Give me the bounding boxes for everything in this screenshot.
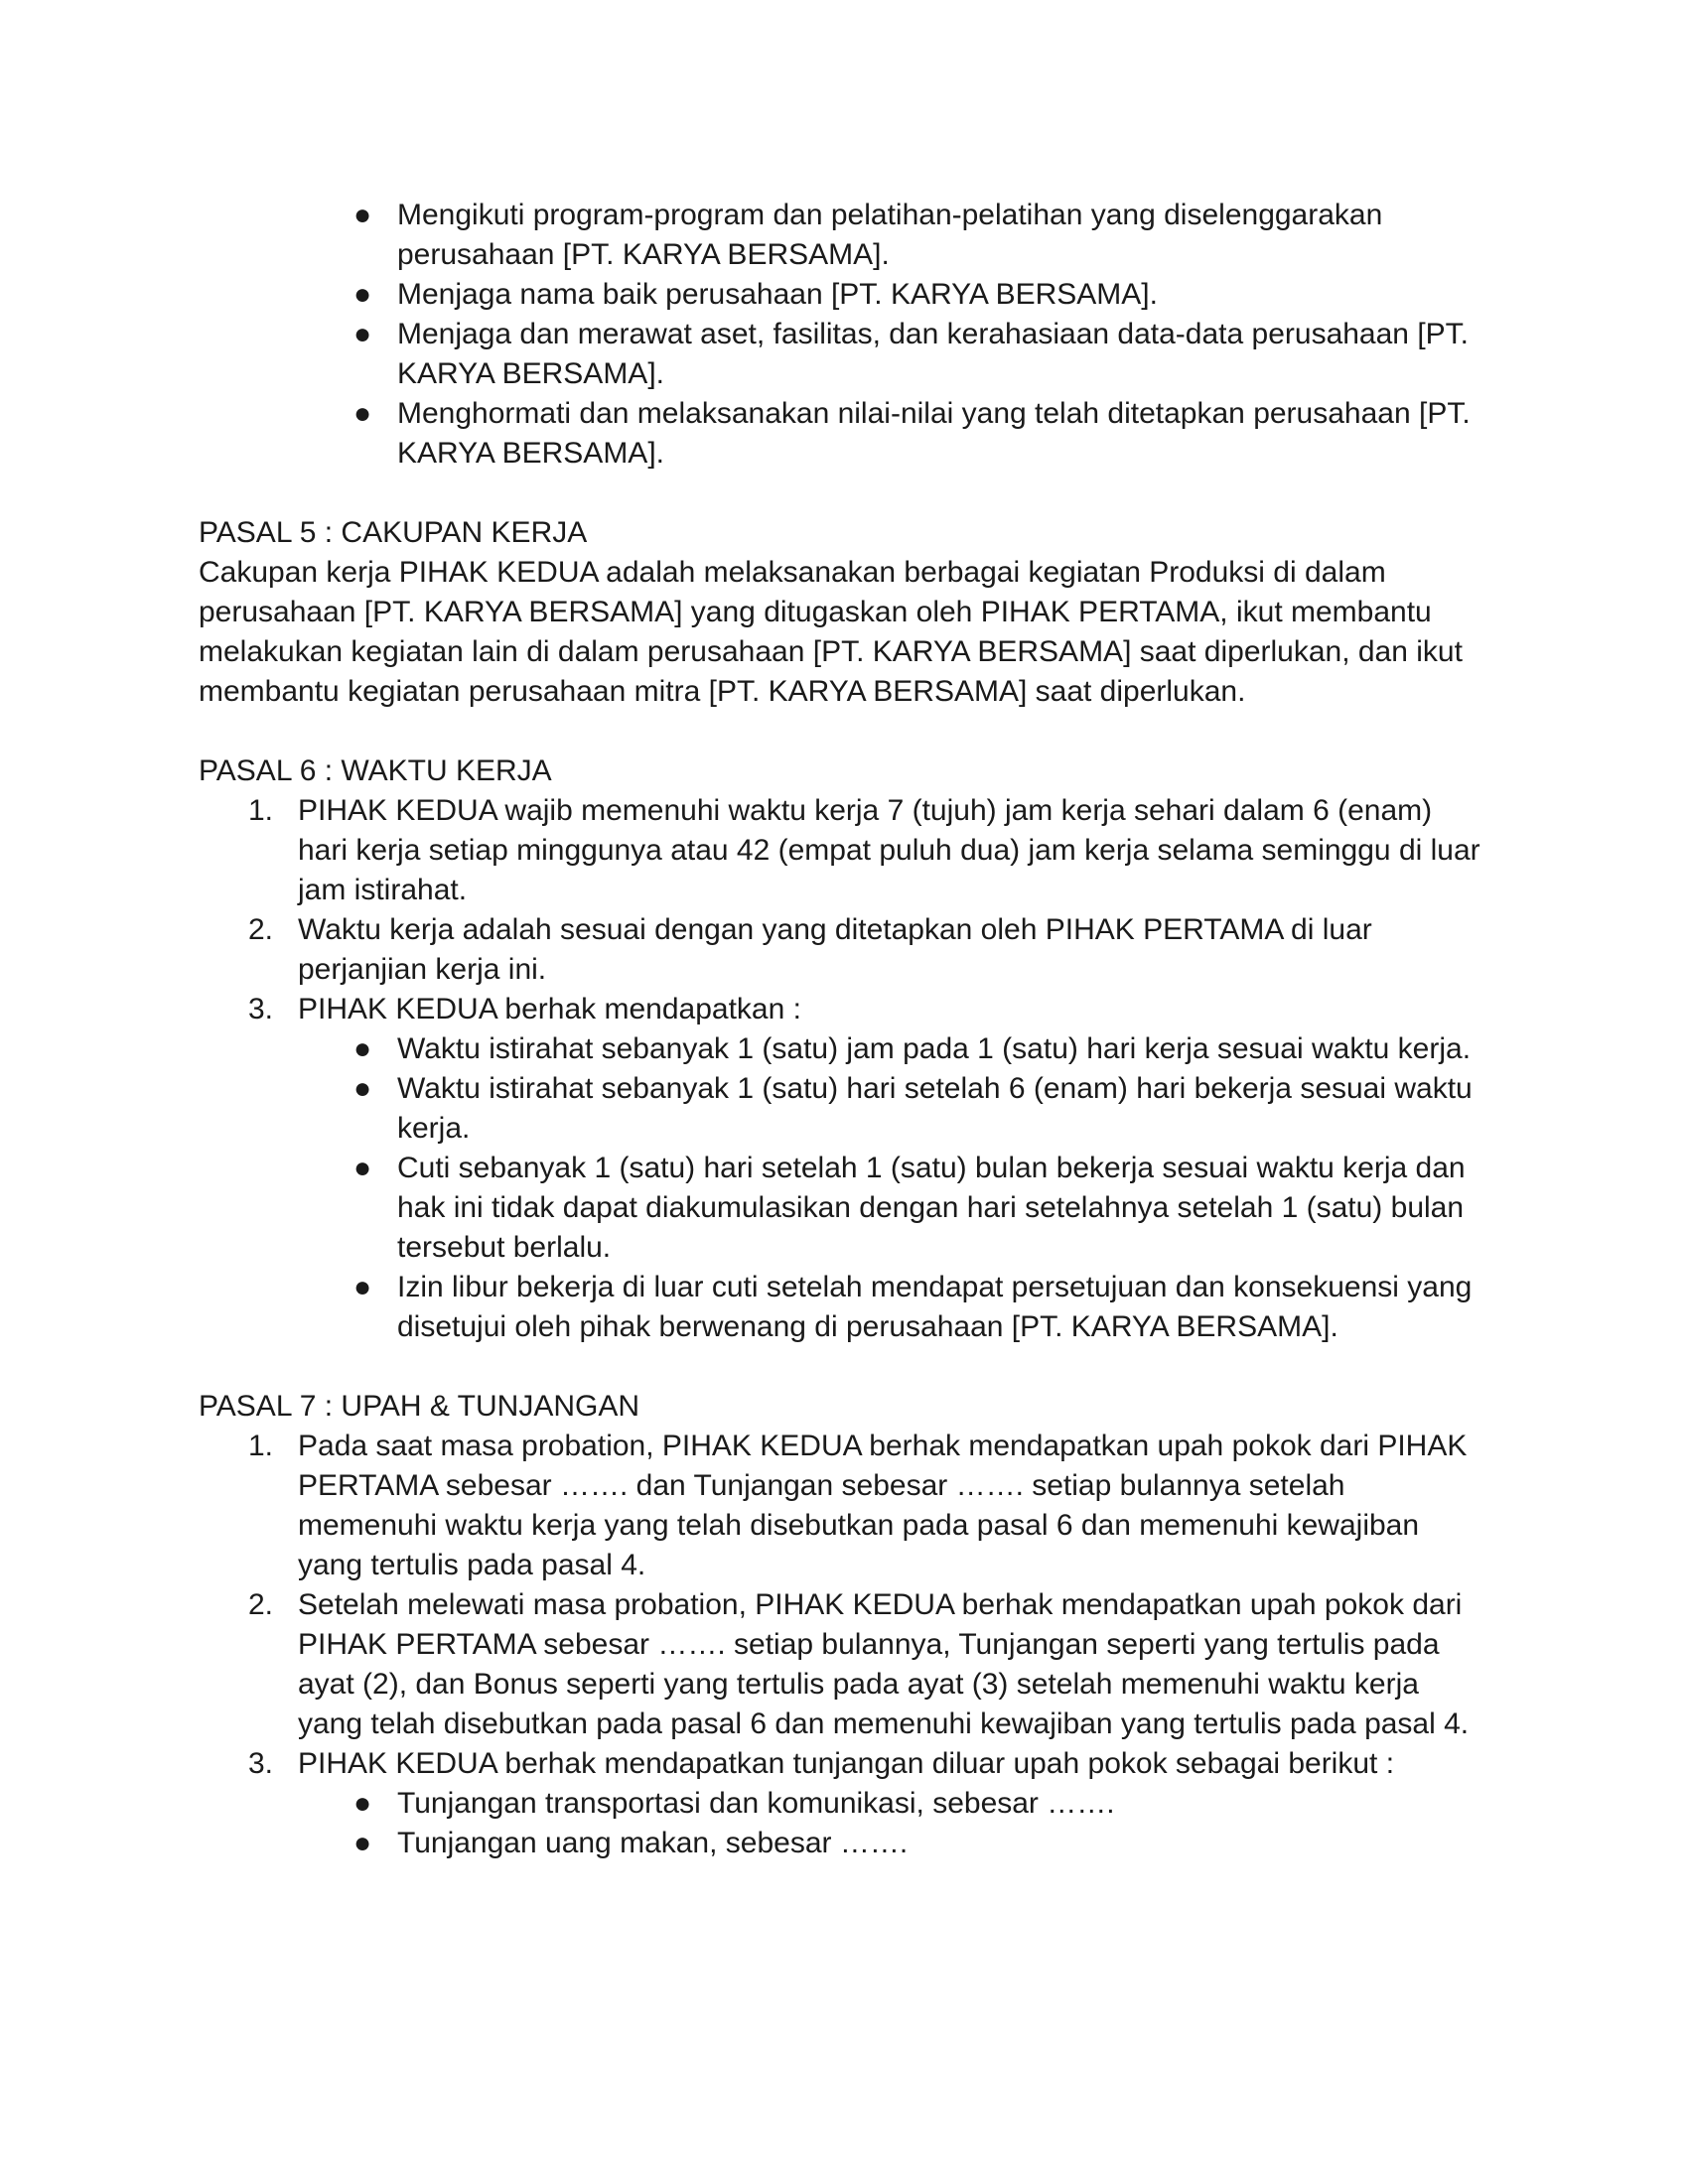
- bullet-icon: ●: [352, 1787, 372, 1820]
- bullet-text: Waktu istirahat sebanyak 1 (satu) hari setelah 6 (enam) hari bekerja sesuai waktu kerja.: [397, 1072, 1473, 1145]
- pasal-7-numbered-list: [199, 1427, 1489, 1863]
- list-item: [199, 1744, 1489, 1863]
- document-page: [199, 196, 1489, 1863]
- list-item: [298, 1784, 1489, 1824]
- pasal-6-numbered-list: [199, 791, 1489, 1347]
- list-item: [298, 1149, 1489, 1268]
- list-item: [298, 1268, 1489, 1347]
- pasal-7-sub-bullet-list: [298, 1784, 1489, 1863]
- item-text: PIHAK KEDUA wajib memenuhi waktu kerja 7 (tujuh) jam kerja sehari dalam 6 (enam) hari kerja setiap minggunya atau 42 (empat puluh dua) jam kerja selama seminggu di luar jam istirahat.: [298, 794, 1480, 906]
- bullet-icon: ●: [352, 199, 372, 231]
- bullet-text: Menjaga dan merawat aset, fasilitas, dan kerahasiaan data-data perusahaan [PT. KARYA BERSAMA].: [397, 318, 1470, 390]
- bullet-icon: ●: [352, 1152, 372, 1184]
- list-item: [298, 1029, 1489, 1069]
- item-text: PIHAK KEDUA berhak mendapatkan tunjangan diluar upah pokok sebagai berikut :: [298, 1747, 1395, 1780]
- bullet-text: Cuti sebanyak 1 (satu) hari setelah 1 (satu) bulan bekerja sesuai waktu kerja dan hak ini tidak dapat diakumulasikan dengan hari setelahnya setelah 1 (satu) bulan tersebut berlalu.: [397, 1152, 1466, 1264]
- list-item: [199, 394, 1489, 474]
- bullet-text: Tunjangan transportasi dan komunikasi, sebesar …….: [397, 1787, 1115, 1820]
- bullet-icon: ●: [352, 1032, 372, 1065]
- item-number: 2.: [248, 913, 274, 946]
- pasal-6-sub-bullet-list: [298, 1029, 1489, 1347]
- item-number: 2.: [248, 1588, 274, 1621]
- bullet-icon: ●: [352, 1827, 372, 1859]
- list-item: [199, 990, 1489, 1347]
- bullet-text: Tunjangan uang makan, sebesar …….: [397, 1827, 909, 1859]
- item-text: Pada saat masa probation, PIHAK KEDUA berhak mendapatkan upah pokok dari PIHAK PERTAMA sebesar ……. dan Tunjangan sebesar ……. setiap bulannya setelah memenuhi waktu kerja yang telah disebutkan pada pasal 6 dan memenuhi kewajiban yang tertulis pada pasal 4.: [298, 1430, 1468, 1581]
- pasal-4-bullet-list: [199, 196, 1489, 474]
- list-item: [298, 1824, 1489, 1863]
- list-item: [199, 1427, 1489, 1585]
- bullet-icon: ●: [352, 1072, 372, 1105]
- item-number: 1.: [248, 1430, 274, 1462]
- list-item: [199, 275, 1489, 315]
- pasal-5-heading: PASAL 5 : CAKUPAN KERJA: [199, 516, 588, 549]
- list-item: [199, 1585, 1489, 1744]
- item-text: Setelah melewati masa probation, PIHAK KEDUA berhak mendapatkan upah pokok dari PIHAK PERTAMA sebesar ……. setiap bulannya, Tunjangan seperti yang tertulis pada ayat (2), dan Bonus seperti yang tertulis pada ayat (3) setelah memenuhi waktu kerja yang telah disebutkan pada pasal 6 dan memenuhi kewajiban yang tertulis pada pasal 4.: [298, 1588, 1470, 1740]
- bullet-text: Izin libur bekerja di luar cuti setelah mendapat persetujuan dan konsekuensi yang disetujui oleh pihak berwenang di perusahaan [PT. KARYA BERSAMA].: [397, 1271, 1473, 1343]
- pasal-6-heading: PASAL 6 : WAKTU KERJA: [199, 754, 552, 787]
- bullet-icon: ●: [352, 1271, 372, 1303]
- list-item: [199, 196, 1489, 275]
- bullet-icon: ●: [352, 278, 372, 311]
- list-item: [298, 1069, 1489, 1149]
- list-item: [199, 791, 1489, 910]
- bullet-text: Menjaga nama baik perusahaan [PT. KARYA BERSAMA].: [397, 278, 1158, 311]
- item-text: Waktu kerja adalah sesuai dengan yang ditetapkan oleh PIHAK PERTAMA di luar perjanjian kerja ini.: [298, 913, 1372, 986]
- pasal-5-body: Cakupan kerja PIHAK KEDUA adalah melaksanakan berbagai kegiatan Produksi di dalam perusahaan [PT. KARYA BERSAMA] yang ditugaskan oleh PIHAK PERTAMA, ikut membantu melakukan kegiatan lain di dalam perusahaan [PT. KARYA BERSAMA] saat diperlukan, dan ikut membantu kegiatan perusahaan mitra [PT. KARYA BERSAMA] saat diperlukan.: [199, 556, 1463, 708]
- list-item: [199, 315, 1489, 394]
- list-item: [199, 910, 1489, 990]
- bullet-icon: ●: [352, 318, 372, 350]
- item-text: PIHAK KEDUA berhak mendapatkan :: [298, 993, 801, 1025]
- item-number: 3.: [248, 1747, 274, 1780]
- bullet-icon: ●: [352, 397, 372, 430]
- item-number: 3.: [248, 993, 274, 1025]
- bullet-text: Mengikuti program-program dan pelatihan-pelatihan yang diselenggarakan perusahaan [PT. KARYA BERSAMA].: [397, 199, 1383, 271]
- bullet-text: Waktu istirahat sebanyak 1 (satu) jam pada 1 (satu) hari kerja sesuai waktu kerja.: [397, 1032, 1472, 1065]
- item-number: 1.: [248, 794, 274, 827]
- pasal-7-heading: PASAL 7 : UPAH & TUNJANGAN: [199, 1390, 640, 1423]
- bullet-text: Menghormati dan melaksanakan nilai-nilai yang telah ditetapkan perusahaan [PT. KARYA BERSAMA].: [397, 397, 1471, 470]
